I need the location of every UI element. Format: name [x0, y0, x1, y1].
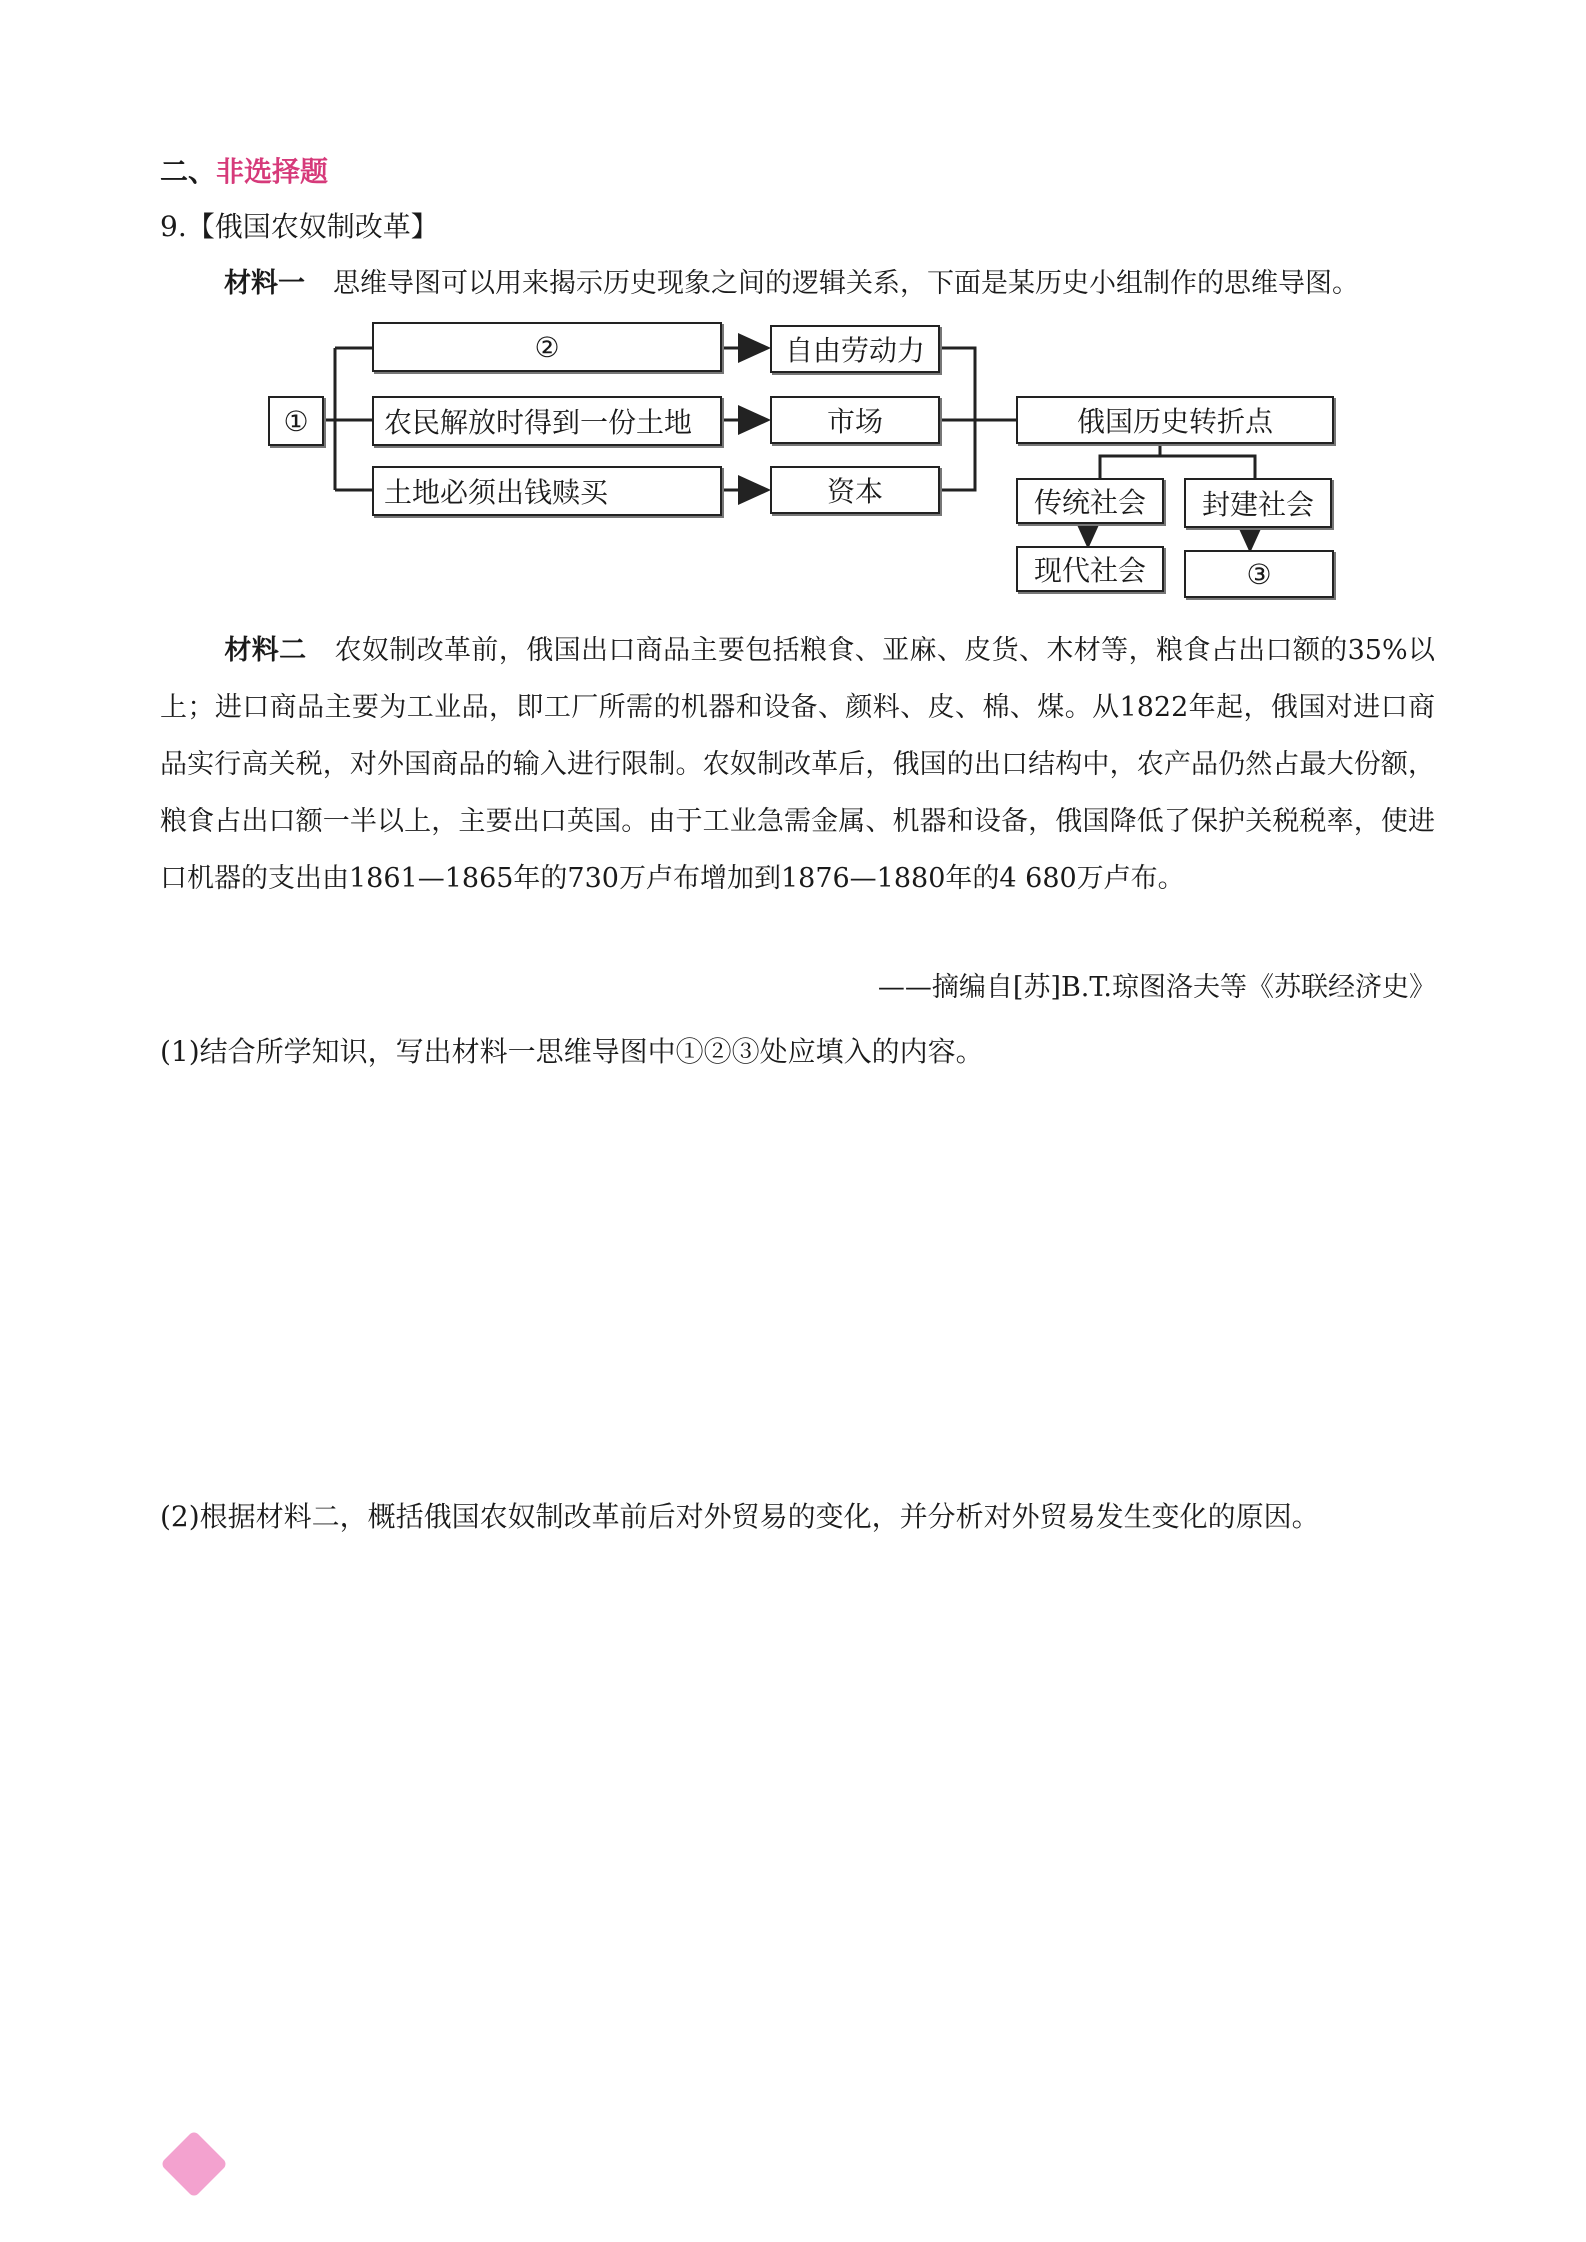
material-two-source: ——摘编自[苏]B.T.琼图洛夫等《苏联经济史》	[877, 972, 1436, 1003]
branch-result-1: 自由劳动力	[770, 325, 940, 373]
modern-society-box: 现代社会	[1016, 546, 1164, 592]
feudal-society-box: 封建社会	[1184, 478, 1332, 528]
question-one: (1)结合所学知识，写出材料一思维导图中①②③处应填入的内容。	[160, 1035, 984, 1068]
question-two: (2)根据材料二，概括俄国农奴制改革前后对外贸易的变化，并分析对外贸易发生变化的原因。	[160, 1500, 1320, 1533]
branch-cause-1: ②	[372, 322, 722, 372]
turning-point-box: 俄国历史转折点	[1016, 396, 1334, 444]
question-title: 9.【俄国农奴制改革】	[160, 210, 439, 243]
blank-three-box: ③	[1184, 550, 1334, 598]
section-highlight: 非选择题	[216, 155, 329, 188]
material-one-text: 思维导图可以用来揭示历史现象之间的逻辑关系，下面是某历史小组制作的思维导图。	[333, 268, 1359, 299]
branch-result-3: 资本	[770, 466, 940, 514]
material-two-label: 材料二	[224, 635, 307, 666]
mind-map-connectors	[0, 0, 1586, 700]
traditional-society-box: 传统社会	[1016, 478, 1164, 524]
branch-cause-2: 农民解放时得到一份土地	[372, 396, 722, 446]
section-heading	[160, 150, 328, 190]
material-one	[160, 255, 1435, 312]
material-one-label: 材料一	[224, 268, 305, 299]
section-prefix: 二、	[160, 155, 217, 188]
branch-cause-3: 土地必须出钱赎买	[372, 466, 722, 516]
material-two-text: 农奴制改革前，俄国出口商品主要包括粮食、亚麻、皮货、木材等，粮食占出口额的35%以上；进口商品主要为工业品，即工厂所需的机器和设备、颜料、皮、棉、煤。从1822年起，俄国对进口商品实行高关税，对外国商品的输入进行限制。农奴制改革后，俄国的出口结构中，农产品仍然占最大份额，粮食占出口额一半以上，主要出口英国。由于工业急需金属、机器和设备，俄国降低了保护关税税率，使进口机器的支出由1861—1865年的730万卢布增加到1876—1880年的4 680万卢布。	[160, 635, 1436, 894]
material-two	[160, 622, 1435, 907]
page-corner-diamond-icon	[160, 2130, 228, 2198]
mind-map-root: ①	[268, 396, 324, 446]
branch-result-2: 市场	[770, 396, 940, 444]
